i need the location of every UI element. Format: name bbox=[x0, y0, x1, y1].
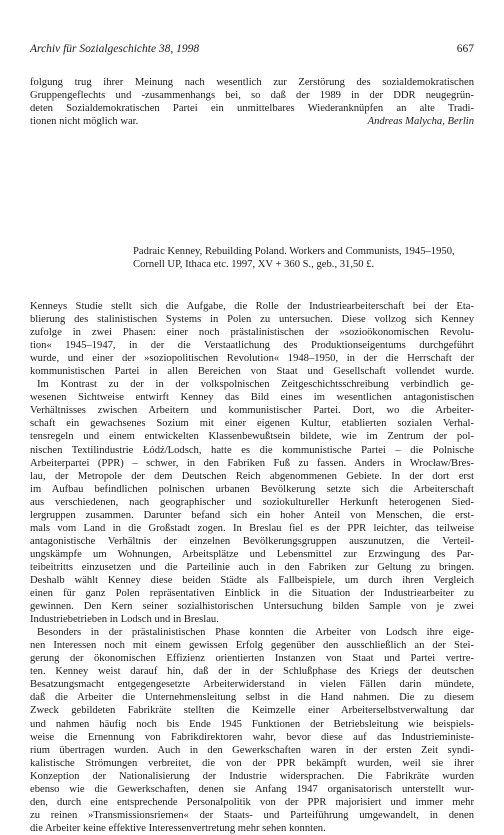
text-line: Im Kontrast zu der in der volkspolnischen Zeitgeschichtsschreibung verbindlich ge- bbox=[37, 379, 474, 391]
text-line: zu reinen »Transmissionsriemen« der Staats- und Parteiführung umgewandelt, in denen bbox=[30, 809, 474, 821]
paragraph-3 bbox=[30, 626, 474, 835]
text-line: mals vom Land in die Großstadt zogen. In Breslau fiel es der PPR leichter, das teilweise bbox=[30, 522, 474, 534]
book-citation bbox=[133, 245, 475, 271]
text-line: Verhältnisses zwischen Arbeitern und kommunistischer Partei. Dort, wo die Arbeiter- bbox=[30, 405, 474, 417]
text-line: und nahmen häufig noch bis Ende 1945 Funktionen der Betriebsleitung wie beispiels- bbox=[30, 718, 474, 730]
text-line: Konzeption der Nationalisierung der Industrie widersprachen. Die Fabrikräte wurden bbox=[30, 770, 474, 782]
journal-title: Archiv für Sozialgeschichte 38, 1998 bbox=[30, 43, 200, 55]
page-number: 667 bbox=[456, 43, 474, 55]
text-line: einen für ganz Polen repräsentativen Einblick in die Situation der Industriearbeiter zu bbox=[30, 588, 474, 600]
review-body bbox=[30, 300, 474, 835]
paragraph-1 bbox=[30, 300, 474, 378]
text-line: gerung der ökonomischen Effizienz orientierten Instanzen von Staat und Partei vertre- bbox=[30, 653, 474, 665]
text-line: wesenen Sichtweise entwirft Kenney das Bild eines im wesentlichen antagonistischen bbox=[30, 392, 474, 404]
text-line: nischen Textilindustrie Łódź/Lodsch, hatte es die kommunistische Partei – die Polnische bbox=[30, 444, 474, 456]
text-line: kommunistischen Partei in allen Bereichen von Staat und Gesellschaft vollendet wurde. bbox=[30, 366, 474, 378]
text-line: Arbeiterpartei (PPR) – schwer, in den Fabriken Fuß zu fassen. Anders in Wrocław/Bres- bbox=[30, 457, 474, 469]
text-line: die Arbeiter keine effektive Interessenvertretung mehr sehen konnten. bbox=[30, 822, 326, 834]
text-line: gewinnen. Den Kern seiner sozialhistorischen Untersuchung bilden Sample von je zwei bbox=[30, 601, 474, 613]
text-line: folgung trug ihrer Meinung nach wesentlich zur Zerstörung des sozialdemokratischen bbox=[30, 77, 474, 88]
text-line: Industriebetrieben in Lodsch und in Breslau. bbox=[30, 614, 219, 626]
text-line: lau, der Metropole der dem Deutschen Reich abgenommenen Gebiete. In der dort erst bbox=[30, 470, 474, 482]
text-line: tionen nicht möglich war. bbox=[30, 116, 139, 128]
text-line: ten. Kenney weist darauf hin, daß der in der Schlußphase des Kriegs der deutschen bbox=[30, 666, 474, 678]
text-line: wurde, und einer der »soziopolitischen Revolution« 1948–1950, in der die Herrschaft der bbox=[30, 353, 474, 365]
text-line: Besatzungsmacht entgegengesetzte Arbeiterwiderstand in vielen Fällen darin mündete, bbox=[30, 679, 474, 691]
text-line: lergruppen zusammen. Darunter befand sich ein hoher Anteil von Menschen, die erst- bbox=[30, 509, 474, 521]
text-line: kalistische Strömungen verbreitet, die von der PPR bekämpft wurden, weil sie ihrer bbox=[30, 757, 474, 769]
text-line: ungskämpfe um Wohnungen, Arbeitsplätze und Lebensmittel zur Erzwingung des Par- bbox=[30, 548, 474, 560]
text-line: aus verschiedenen, nach geographischer und soziokultureller Herkunft heterogenen Sied- bbox=[30, 496, 474, 508]
closing-line bbox=[30, 115, 474, 128]
text-line: nen Interessen noch mit einem gewissen Erfolg gegenüber den ausschließlich an der Stei- bbox=[30, 640, 474, 652]
text-line: ebenso wie die Gewerkschaften, denen sie Anfang 1947 organisatorisch unterstellt wur- bbox=[30, 783, 474, 795]
text-line: im Aufbau befindlichen polnischen urbanen Bevölkerung setzte sich die Arbeiterschaft bbox=[30, 483, 474, 495]
text-line: zufolge in zwei Phasen: einer noch prästalinistischen der »sozioökonomischen Revolu- bbox=[30, 327, 474, 339]
text-line: antagonistische Verhältnis der einzelnen Bevölkerungsgruppen auszunutzen, die Verteil- bbox=[30, 535, 474, 547]
text-line: deten Sozialdemokratischen Partei ein unmittelbares Wiederanknüpfen an alte Tradi- bbox=[30, 103, 474, 115]
previous-review-ending bbox=[30, 76, 474, 128]
text-line: Zweck gebildeten Fabrikräte stellten die Keimzelle einer Arbeiterselbstverwaltung dar bbox=[30, 705, 474, 717]
text-line: weise die Ernennung von Fabrikdirektoren wahr, bevor diese auf das Industrieministe- bbox=[30, 731, 474, 743]
citation-line: Padraic Kenney, Rebuilding Poland. Workers and Communists, 1945–1950, bbox=[133, 246, 455, 257]
citation-line: Cornell UP, Ithaca etc. 1997, XV + 360 S., geb., 31,50 £. bbox=[133, 259, 375, 271]
text-line: teibeitritts einzusetzen und die Parteilinie auch in den Fabriken zur Geltung zu bringen. bbox=[30, 561, 474, 573]
text-line: schaft ein gewachsenes Sozium mit einer eigenen Kultur, etablierten sozialen Verhal- bbox=[30, 418, 474, 430]
text-line: tensregeln und einem entwickelten Klassenbewußtsein bildete, wie im Zentrum der pol- bbox=[30, 431, 474, 443]
paragraph-2 bbox=[30, 378, 474, 626]
text-line: Kenneys Studie stellt sich die Aufgabe, die Rolle der Industriearbeiterschaft bei der Eta- bbox=[30, 301, 474, 312]
text-line: Deshalb wählt Kenney diese beiden Städte als Fallbeispiele, um durch ihren Vergleich bbox=[30, 574, 474, 586]
text-line: Gruppengeflechts und -zusammenhangs bei, so daß der 1989 in der DDR neugegrün- bbox=[30, 90, 474, 102]
text-line: daß die Arbeiter die Unternehmensleitung selbst in die Hand nahmen. Die zu diesem bbox=[30, 692, 474, 704]
text-line: rium übertragen wurden. Auch in den Gewerkschaften waren in der ersten Zeit syndi- bbox=[30, 744, 474, 756]
text-line: blierung des stalinistischen Systems in Polen zu untersuchen. Diese vollzog sich Kenney bbox=[30, 314, 474, 326]
running-header bbox=[30, 43, 474, 55]
text-line: Besonders in der prästalinistischen Phase konnten die Arbeiter von Lodsch ihre eige- bbox=[37, 627, 474, 639]
reviewer-signature: Andreas Malycha, Berlin bbox=[367, 116, 474, 128]
text-line: tion« 1945–1947, in der die Verstaatlichung des Produktionseigentums durchgeführt bbox=[30, 340, 474, 352]
text-line: den, durch eine entsprechende Personalpolitik von der PPR majorisiert und immer mehr bbox=[30, 796, 474, 808]
